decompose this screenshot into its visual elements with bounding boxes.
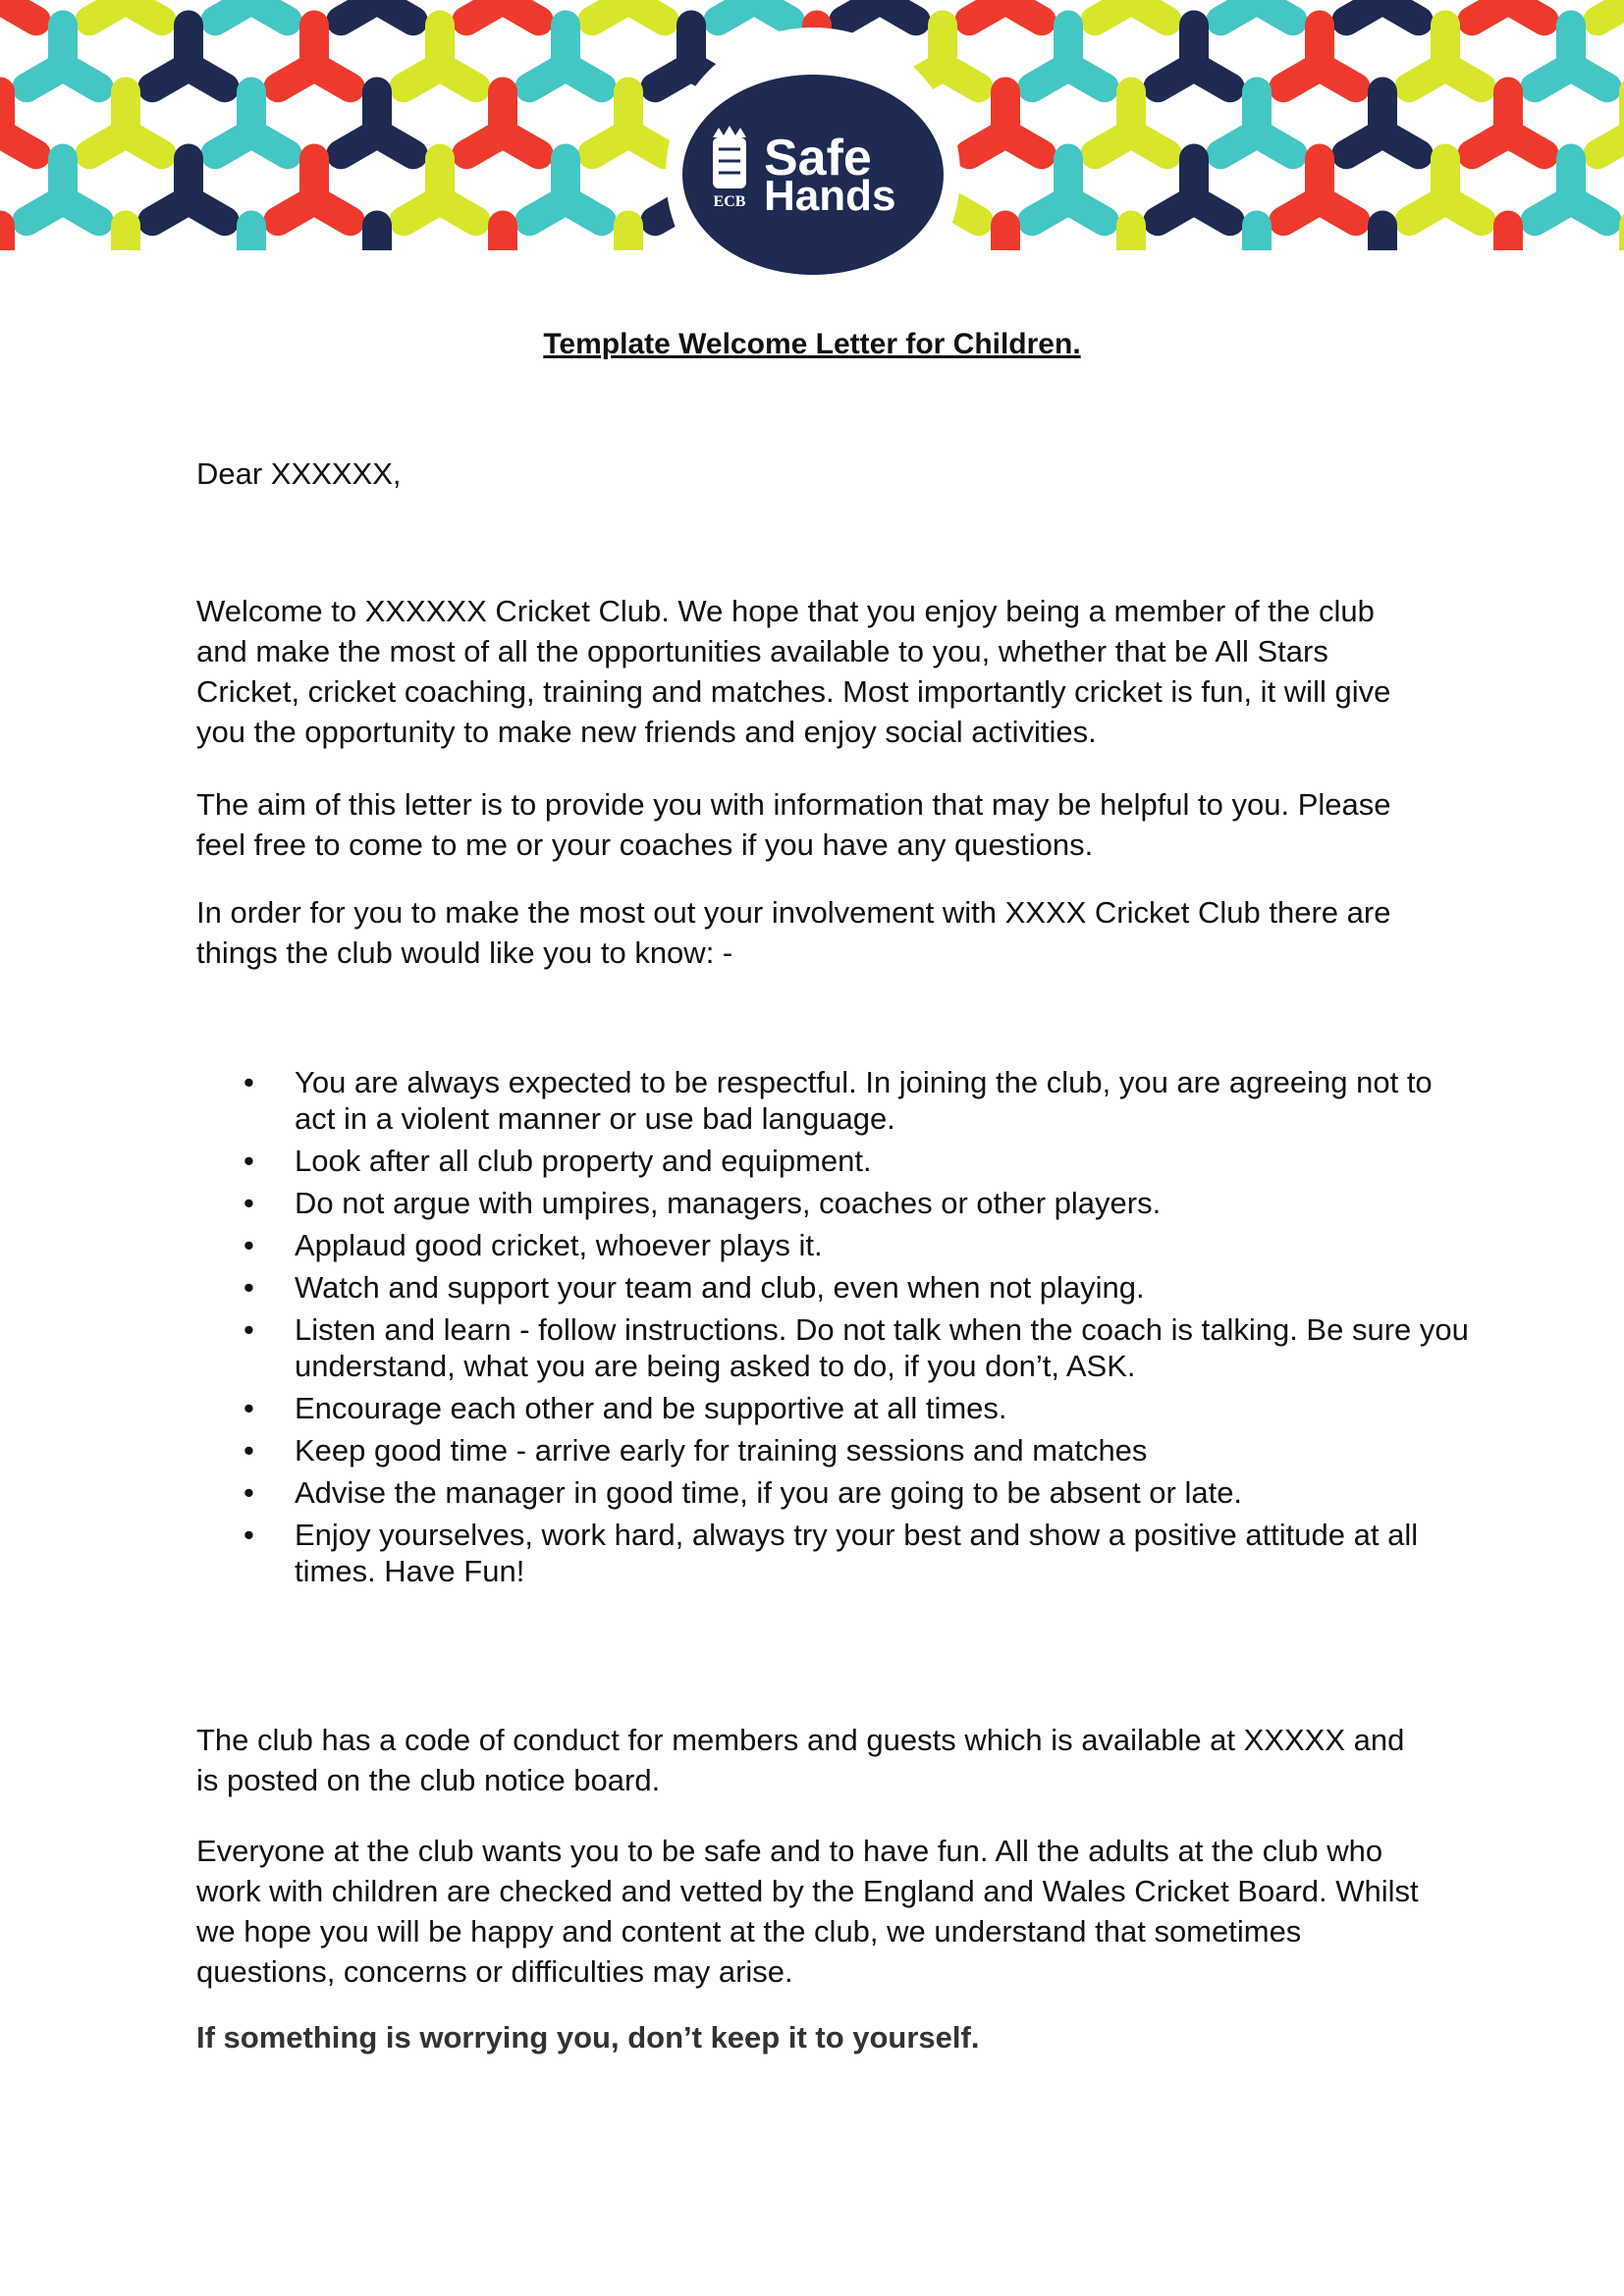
list-item-text: Enjoy yourselves, work hard, always try your best and show a positive attitude at all times. Have Fun! (295, 1518, 1419, 1588)
list-item-text: Look after all club property and equipment. (295, 1144, 872, 1178)
list-item (196, 1311, 1473, 1384)
involvement-paragraph: In order for you to make the most out your involvement with XXXX Cricket Club there are things the club would like you to know: - (196, 895, 1391, 970)
list-item-text: Advise the manager in good time, if you are going to be absent or late. (295, 1475, 1243, 1510)
bullet-symbol: • (244, 1065, 254, 1099)
ecb-mark-text: ECB (713, 193, 746, 210)
list-item-text: Watch and support your team and club, even when not playing. (295, 1270, 1145, 1305)
list-item (196, 1390, 1473, 1426)
list-item-text: Do not argue with umpires, managers, coaches or other players. (295, 1186, 1162, 1220)
bullet-symbol: • (244, 1475, 254, 1510)
welcome-paragraph: Welcome to XXXXXX Cricket Club. We hope that you enjoy being a member of the club and make the most of all the opportunities available to you, whether that be All Stars Cricket, cricket coaching, training and matches. Most importantly cricket is fun, it will give you the opportunity to make new friends and enjoy social activities. (196, 594, 1391, 749)
logo-hands-text: Hands (764, 172, 896, 220)
ecb-crest-icon (713, 126, 746, 210)
bullet-symbol: • (244, 1391, 254, 1425)
header-banner (0, 0, 1624, 285)
safety-paragraph: Everyone at the club wants you to be safe and to have fun. All the adults at the club who work with children are checked and vetted by the England and Wales Cricket Board. Whilst we hope you will be happy and content at the club, we understand that sometimes questions, concerns or difficulties may arise. (196, 1834, 1419, 1989)
bullet-symbol: • (244, 1312, 254, 1347)
list-item (196, 1227, 1473, 1263)
list-item (196, 1185, 1473, 1221)
list-item-text: Listen and learn - follow instructions. Do not talk when the coach is talking. Be sure you understand, what you are being asked to do, if you don’t, ASK. (295, 1312, 1469, 1383)
list-item-text: Keep good time - arrive early for training sessions and matches (295, 1433, 1148, 1468)
aim-paragraph: The aim of this letter is to provide you with information that may be helpful to you. Please feel free to come to me or your coaches if you have any questions. (196, 787, 1391, 862)
code-of-conduct-paragraph: The club has a code of conduct for members and guests which is available at XXXXX and is posted on the club notice board. (196, 1723, 1405, 1797)
list-item (196, 1432, 1473, 1468)
list-item (196, 1064, 1473, 1137)
list-item-text: You are always expected to be respectful. In joining the club, you are agreeing not to act in a violent manner or use bad language. (295, 1065, 1433, 1136)
bullet-symbol: • (244, 1186, 254, 1220)
rules-list (196, 1064, 1473, 1595)
logo-safe-text: Safe (764, 130, 872, 187)
bullet-symbol: • (244, 1228, 254, 1262)
salutation: Dear XXXXXX, (196, 456, 402, 491)
bullet-symbol: • (244, 1518, 254, 1552)
list-item (196, 1269, 1473, 1306)
list-item (196, 1517, 1473, 1589)
list-item-text: Applaud good cricket, whoever plays it. (295, 1228, 823, 1262)
pattern-tile (0, 0, 36, 21)
list-item-text: Encourage each other and be supportive at all times. (295, 1391, 1007, 1425)
list-item (196, 1474, 1473, 1511)
letter-title: Template Welcome Letter for Children. (543, 328, 1081, 360)
closing-bold-line: If something is worrying you, don’t keep it to yourself. (196, 2020, 980, 2055)
list-item (196, 1143, 1473, 1179)
bullet-symbol: • (244, 1433, 254, 1468)
pattern-tile (1597, 0, 1624, 21)
bullet-symbol: • (244, 1144, 254, 1178)
bullet-symbol: • (244, 1270, 254, 1305)
